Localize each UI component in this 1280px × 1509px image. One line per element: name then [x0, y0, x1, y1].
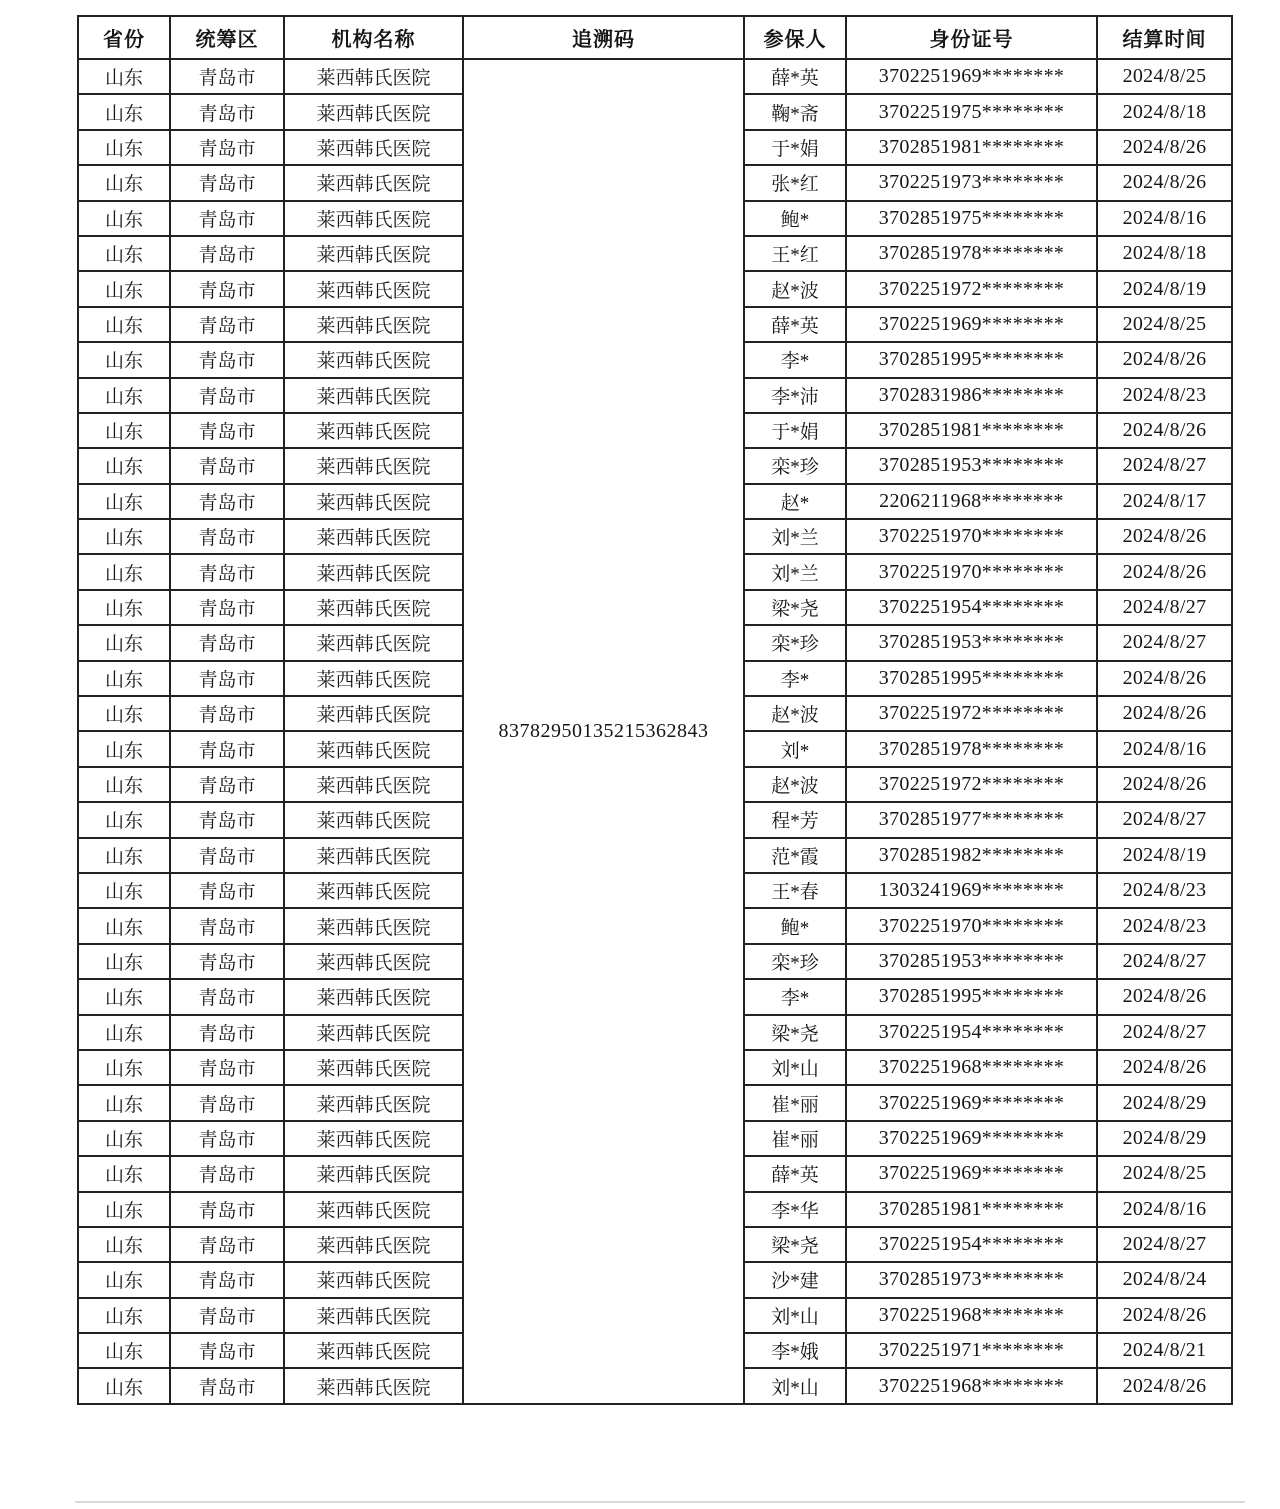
cell-region: 青岛市 [170, 554, 284, 589]
cell-institution: 莱西韩氏医院 [284, 413, 463, 448]
cell-id_number: 3702851977******** [846, 802, 1097, 837]
column-header-id_number: 身份证号 [846, 16, 1097, 59]
cell-insured: 栾*珍 [744, 944, 846, 979]
cell-id_number: 3702251954******** [846, 1015, 1097, 1050]
cell-province: 山东 [78, 1050, 170, 1085]
cell-settle_date: 2024/8/26 [1097, 696, 1232, 731]
cell-institution: 莱西韩氏医院 [284, 1085, 463, 1120]
cell-id_number: 3702251975******** [846, 94, 1097, 129]
cell-id_number: 3702251972******** [846, 271, 1097, 306]
cell-id_number: 3702851995******** [846, 979, 1097, 1014]
cell-region: 青岛市 [170, 1156, 284, 1191]
cell-insured: 刘*山 [744, 1368, 846, 1403]
cell-settle_date: 2024/8/26 [1097, 519, 1232, 554]
cell-institution: 莱西韩氏医院 [284, 1015, 463, 1050]
cell-institution: 莱西韩氏医院 [284, 873, 463, 908]
cell-id_number: 3702251954******** [846, 590, 1097, 625]
cell-region: 青岛市 [170, 59, 284, 94]
cell-province: 山东 [78, 908, 170, 943]
cell-institution: 莱西韩氏医院 [284, 554, 463, 589]
cell-region: 青岛市 [170, 1015, 284, 1050]
cell-id_number: 3702251973******** [846, 165, 1097, 200]
cell-province: 山东 [78, 554, 170, 589]
cell-province: 山东 [78, 201, 170, 236]
cell-region: 青岛市 [170, 802, 284, 837]
cell-id_number: 3702851973******** [846, 1262, 1097, 1297]
cell-settle_date: 2024/8/23 [1097, 873, 1232, 908]
cell-institution: 莱西韩氏医院 [284, 590, 463, 625]
cell-settle_date: 2024/8/27 [1097, 1015, 1232, 1050]
cell-id_number: 3702851981******** [846, 1192, 1097, 1227]
cell-insured: 栾*珍 [744, 625, 846, 660]
cell-region: 青岛市 [170, 201, 284, 236]
cell-id_number: 1303241969******** [846, 873, 1097, 908]
cell-province: 山东 [78, 236, 170, 271]
cell-region: 青岛市 [170, 484, 284, 519]
cell-id_number: 3702851953******** [846, 625, 1097, 660]
cell-insured: 鞠*斋 [744, 94, 846, 129]
table-body [78, 59, 1232, 1404]
cell-settle_date: 2024/8/27 [1097, 448, 1232, 483]
cell-insured: 赵*波 [744, 271, 846, 306]
cell-province: 山东 [78, 342, 170, 377]
cell-province: 山东 [78, 413, 170, 448]
cell-institution: 莱西韩氏医院 [284, 59, 463, 94]
cell-settle_date: 2024/8/26 [1097, 1298, 1232, 1333]
cell-settle_date: 2024/8/27 [1097, 625, 1232, 660]
cell-insured: 王*红 [744, 236, 846, 271]
cell-region: 青岛市 [170, 838, 284, 873]
cell-province: 山东 [78, 1262, 170, 1297]
cell-insured: 梁*尧 [744, 1227, 846, 1262]
settlement-records-table [77, 15, 1233, 1405]
cell-province: 山东 [78, 130, 170, 165]
cell-insured: 张*红 [744, 165, 846, 200]
cell-settle_date: 2024/8/27 [1097, 944, 1232, 979]
column-header-trace_code: 追溯码 [463, 16, 744, 59]
cell-institution: 莱西韩氏医院 [284, 519, 463, 554]
cell-insured: 李* [744, 979, 846, 1014]
cell-id_number: 3702251970******** [846, 908, 1097, 943]
cell-settle_date: 2024/8/16 [1097, 1192, 1232, 1227]
cell-settle_date: 2024/8/19 [1097, 838, 1232, 873]
cell-institution: 莱西韩氏医院 [284, 1156, 463, 1191]
cell-province: 山东 [78, 271, 170, 306]
table-row [78, 59, 1232, 94]
cell-institution: 莱西韩氏医院 [284, 271, 463, 306]
cell-settle_date: 2024/8/26 [1097, 342, 1232, 377]
cell-id_number: 3702251972******** [846, 696, 1097, 731]
cell-province: 山东 [78, 448, 170, 483]
cell-province: 山东 [78, 590, 170, 625]
cell-province: 山东 [78, 767, 170, 802]
column-header-province: 省份 [78, 16, 170, 59]
cell-province: 山东 [78, 873, 170, 908]
cell-region: 青岛市 [170, 519, 284, 554]
cell-institution: 莱西韩氏医院 [284, 802, 463, 837]
cell-insured: 王*春 [744, 873, 846, 908]
cell-province: 山东 [78, 838, 170, 873]
cell-id_number: 3702851981******** [846, 130, 1097, 165]
cell-institution: 莱西韩氏医院 [284, 1298, 463, 1333]
cell-institution: 莱西韩氏医院 [284, 625, 463, 660]
cell-settle_date: 2024/8/23 [1097, 378, 1232, 413]
cell-insured: 李* [744, 661, 846, 696]
cell-region: 青岛市 [170, 307, 284, 342]
cell-settle_date: 2024/8/29 [1097, 1085, 1232, 1120]
cell-id_number: 3702851995******** [846, 342, 1097, 377]
cell-id_number: 3702251968******** [846, 1298, 1097, 1333]
cell-insured: 李*沛 [744, 378, 846, 413]
cell-insured: 李*娥 [744, 1333, 846, 1368]
cell-settle_date: 2024/8/26 [1097, 661, 1232, 696]
column-header-region: 统筹区 [170, 16, 284, 59]
cell-institution: 莱西韩氏医院 [284, 130, 463, 165]
cell-region: 青岛市 [170, 590, 284, 625]
cell-province: 山东 [78, 519, 170, 554]
cell-insured: 刘*兰 [744, 554, 846, 589]
cell-id_number: 3702251971******** [846, 1333, 1097, 1368]
cell-region: 青岛市 [170, 944, 284, 979]
cell-id_number: 3702851953******** [846, 448, 1097, 483]
cell-province: 山东 [78, 1227, 170, 1262]
cell-institution: 莱西韩氏医院 [284, 696, 463, 731]
cell-settle_date: 2024/8/27 [1097, 802, 1232, 837]
cell-region: 青岛市 [170, 908, 284, 943]
cell-region: 青岛市 [170, 94, 284, 129]
cell-region: 青岛市 [170, 1333, 284, 1368]
cell-region: 青岛市 [170, 1121, 284, 1156]
cell-region: 青岛市 [170, 236, 284, 271]
cell-province: 山东 [78, 1368, 170, 1403]
cell-institution: 莱西韩氏医院 [284, 944, 463, 979]
cell-insured: 梁*尧 [744, 590, 846, 625]
cell-region: 青岛市 [170, 413, 284, 448]
cell-region: 青岛市 [170, 165, 284, 200]
cell-insured: 鲍* [744, 201, 846, 236]
cell-insured: 鲍* [744, 908, 846, 943]
cell-institution: 莱西韩氏医院 [284, 307, 463, 342]
cell-province: 山东 [78, 696, 170, 731]
cell-institution: 莱西韩氏医院 [284, 201, 463, 236]
cell-id_number: 3702251969******** [846, 1156, 1097, 1191]
cell-settle_date: 2024/8/26 [1097, 979, 1232, 1014]
cell-region: 青岛市 [170, 342, 284, 377]
cell-province: 山东 [78, 378, 170, 413]
cell-id_number: 3702851995******** [846, 661, 1097, 696]
table-header-row [78, 16, 1232, 59]
cell-region: 青岛市 [170, 1085, 284, 1120]
cell-insured: 刘*兰 [744, 519, 846, 554]
cell-region: 青岛市 [170, 767, 284, 802]
cell-region: 青岛市 [170, 448, 284, 483]
cell-institution: 莱西韩氏医院 [284, 1050, 463, 1085]
cell-region: 青岛市 [170, 873, 284, 908]
cell-settle_date: 2024/8/27 [1097, 590, 1232, 625]
cell-institution: 莱西韩氏医院 [284, 979, 463, 1014]
cell-province: 山东 [78, 625, 170, 660]
cell-province: 山东 [78, 802, 170, 837]
cell-insured: 赵* [744, 484, 846, 519]
cell-id_number: 3702851982******** [846, 838, 1097, 873]
cell-province: 山东 [78, 94, 170, 129]
cell-settle_date: 2024/8/25 [1097, 307, 1232, 342]
cell-region: 青岛市 [170, 1262, 284, 1297]
cell-settle_date: 2024/8/19 [1097, 271, 1232, 306]
cell-insured: 刘* [744, 731, 846, 766]
cell-institution: 莱西韩氏医院 [284, 1121, 463, 1156]
cell-settle_date: 2024/8/16 [1097, 731, 1232, 766]
cell-insured: 薛*英 [744, 307, 846, 342]
cell-province: 山东 [78, 661, 170, 696]
cell-settle_date: 2024/8/24 [1097, 1262, 1232, 1297]
cell-region: 青岛市 [170, 661, 284, 696]
cell-settle_date: 2024/8/17 [1097, 484, 1232, 519]
cell-insured: 薛*英 [744, 59, 846, 94]
cell-insured: 崔*丽 [744, 1121, 846, 1156]
cell-institution: 莱西韩氏医院 [284, 838, 463, 873]
cell-region: 青岛市 [170, 271, 284, 306]
cell-region: 青岛市 [170, 696, 284, 731]
cell-id_number: 3702851953******** [846, 944, 1097, 979]
cell-region: 青岛市 [170, 1298, 284, 1333]
cell-region: 青岛市 [170, 1368, 284, 1403]
cell-id_number: 3702831986******** [846, 378, 1097, 413]
cell-settle_date: 2024/8/16 [1097, 201, 1232, 236]
cell-insured: 李* [744, 342, 846, 377]
cell-insured: 刘*山 [744, 1298, 846, 1333]
cell-institution: 莱西韩氏医院 [284, 165, 463, 200]
cell-settle_date: 2024/8/25 [1097, 59, 1232, 94]
cell-institution: 莱西韩氏医院 [284, 94, 463, 129]
cell-id_number: 3702251969******** [846, 1121, 1097, 1156]
cell-id_number: 3702251969******** [846, 1085, 1097, 1120]
cell-province: 山东 [78, 1156, 170, 1191]
cell-province: 山东 [78, 1085, 170, 1120]
cell-id_number: 3702851978******** [846, 731, 1097, 766]
cell-settle_date: 2024/8/26 [1097, 1368, 1232, 1403]
cell-id_number: 3702251970******** [846, 519, 1097, 554]
cell-insured: 薛*英 [744, 1156, 846, 1191]
cell-province: 山东 [78, 484, 170, 519]
cell-settle_date: 2024/8/18 [1097, 236, 1232, 271]
cell-insured: 沙*建 [744, 1262, 846, 1297]
cell-settle_date: 2024/8/26 [1097, 130, 1232, 165]
cell-institution: 莱西韩氏医院 [284, 484, 463, 519]
cell-province: 山东 [78, 1333, 170, 1368]
cell-region: 青岛市 [170, 1050, 284, 1085]
cell-id_number: 3702851978******** [846, 236, 1097, 271]
cell-trace-code: 83782950135215362843 [463, 59, 744, 1404]
cell-institution: 莱西韩氏医院 [284, 342, 463, 377]
cell-institution: 莱西韩氏医院 [284, 1262, 463, 1297]
cell-institution: 莱西韩氏医院 [284, 236, 463, 271]
cell-insured: 崔*丽 [744, 1085, 846, 1120]
cell-insured: 刘*山 [744, 1050, 846, 1085]
cell-province: 山东 [78, 165, 170, 200]
cell-id_number: 3702251968******** [846, 1050, 1097, 1085]
cell-id_number: 3702251970******** [846, 554, 1097, 589]
cell-institution: 莱西韩氏医院 [284, 1333, 463, 1368]
cell-institution: 莱西韩氏医院 [284, 1227, 463, 1262]
cell-settle_date: 2024/8/26 [1097, 554, 1232, 589]
cell-province: 山东 [78, 1192, 170, 1227]
cell-province: 山东 [78, 944, 170, 979]
cell-settle_date: 2024/8/26 [1097, 413, 1232, 448]
cell-settle_date: 2024/8/26 [1097, 165, 1232, 200]
cell-region: 青岛市 [170, 979, 284, 1014]
cell-insured: 范*霞 [744, 838, 846, 873]
cell-insured: 梁*尧 [744, 1015, 846, 1050]
cell-institution: 莱西韩氏医院 [284, 767, 463, 802]
cell-settle_date: 2024/8/25 [1097, 1156, 1232, 1191]
cell-insured: 李*华 [744, 1192, 846, 1227]
cell-settle_date: 2024/8/26 [1097, 767, 1232, 802]
cell-province: 山东 [78, 979, 170, 1014]
cell-insured: 赵*波 [744, 696, 846, 731]
cell-insured: 于*娟 [744, 413, 846, 448]
cell-id_number: 3702251969******** [846, 59, 1097, 94]
cell-institution: 莱西韩氏医院 [284, 908, 463, 943]
cell-institution: 莱西韩氏医院 [284, 378, 463, 413]
cell-settle_date: 2024/8/23 [1097, 908, 1232, 943]
cell-institution: 莱西韩氏医院 [284, 1192, 463, 1227]
cell-institution: 莱西韩氏医院 [284, 731, 463, 766]
cell-province: 山东 [78, 59, 170, 94]
cell-province: 山东 [78, 731, 170, 766]
cell-region: 青岛市 [170, 1192, 284, 1227]
page-bottom-edge-line [75, 1501, 1245, 1503]
cell-settle_date: 2024/8/18 [1097, 94, 1232, 129]
cell-settle_date: 2024/8/29 [1097, 1121, 1232, 1156]
cell-settle_date: 2024/8/27 [1097, 1227, 1232, 1262]
cell-id_number: 3702851975******** [846, 201, 1097, 236]
cell-insured: 赵*波 [744, 767, 846, 802]
cell-region: 青岛市 [170, 130, 284, 165]
cell-province: 山东 [78, 1121, 170, 1156]
cell-settle_date: 2024/8/21 [1097, 1333, 1232, 1368]
cell-region: 青岛市 [170, 1227, 284, 1262]
cell-id_number: 2206211968******** [846, 484, 1097, 519]
cell-province: 山东 [78, 1298, 170, 1333]
cell-region: 青岛市 [170, 731, 284, 766]
cell-insured: 于*娟 [744, 130, 846, 165]
cell-id_number: 3702251954******** [846, 1227, 1097, 1262]
cell-id_number: 3702251968******** [846, 1368, 1097, 1403]
cell-id_number: 3702251972******** [846, 767, 1097, 802]
cell-id_number: 3702251969******** [846, 307, 1097, 342]
cell-settle_date: 2024/8/26 [1097, 1050, 1232, 1085]
cell-province: 山东 [78, 307, 170, 342]
column-header-institution: 机构名称 [284, 16, 463, 59]
table-header [78, 16, 1232, 59]
column-header-settle_date: 结算时间 [1097, 16, 1232, 59]
cell-insured: 程*芳 [744, 802, 846, 837]
column-header-insured: 参保人 [744, 16, 846, 59]
cell-institution: 莱西韩氏医院 [284, 448, 463, 483]
cell-institution: 莱西韩氏医院 [284, 661, 463, 696]
cell-insured: 栾*珍 [744, 448, 846, 483]
cell-region: 青岛市 [170, 378, 284, 413]
cell-province: 山东 [78, 1015, 170, 1050]
cell-id_number: 3702851981******** [846, 413, 1097, 448]
cell-institution: 莱西韩氏医院 [284, 1368, 463, 1403]
cell-region: 青岛市 [170, 625, 284, 660]
